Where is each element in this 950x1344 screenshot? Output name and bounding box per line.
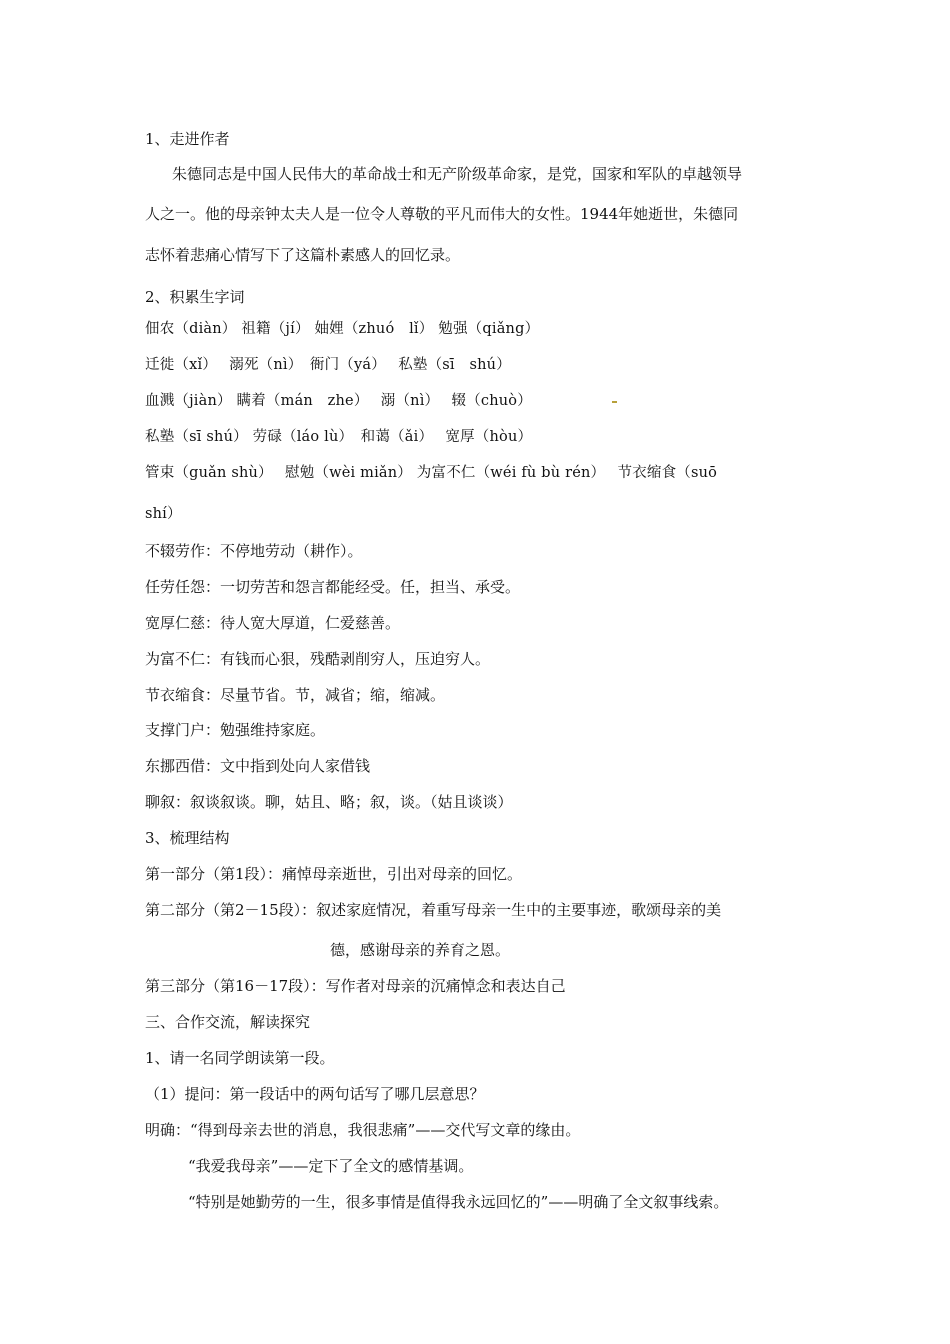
vocab-line: 佃农（diàn） 祖籍（jí） 妯娌（zhuó lǐ） 勉强（qiǎng） xyxy=(145,321,540,337)
author-paragraph-line: 志怀着悲痛心情写下了这篇朴素感人的回忆录。 xyxy=(145,246,461,264)
ink-mark xyxy=(612,401,617,403)
discussion-line: 1、请一名同学朗读第一段。 xyxy=(145,1049,335,1067)
section-heading-author: 1、走进作者 xyxy=(145,130,230,148)
vocab-line: shí） xyxy=(145,506,182,522)
discussion-line: “特别是她勤劳的一生，很多事情是值得我永远回忆的”——明确了全文叙事线索。 xyxy=(188,1193,729,1211)
discussion-line: （1）提问：第一段话中的两句话写了哪几层意思？ xyxy=(145,1085,485,1103)
discussion-line: 明确：“得到母亲去世的消息，我很悲痛”——交代写文章的缘由。 xyxy=(145,1121,581,1139)
definition-line: 节衣缩食：尽量节省。节，减省；缩，缩减。 xyxy=(145,686,446,704)
structure-line: 德，感谢母亲的养育之恩。 xyxy=(330,941,511,959)
definition-line: 为富不仁：有钱而心狠，残酷剥削穷人，压迫穷人。 xyxy=(145,650,491,668)
vocab-line: 管束（guǎn shù） 慰勉（wèi miǎn） 为富不仁（wéi fù bù rén） 节衣缩食（suō xyxy=(145,465,718,481)
definition-line: 聊叙：叙谈叙谈。聊，姑且、略；叙，谈。（姑且谈谈） xyxy=(145,793,513,811)
definition-line: 支撑门户：勉强维持家庭。 xyxy=(145,721,326,739)
definition-line: 东挪西借：文中指到处向人家借钱 xyxy=(145,757,371,775)
structure-line: 第二部分（第2－15段）：叙述家庭情况，着重写母亲一生中的主要事迹，歌颂母亲的美 xyxy=(145,901,722,919)
author-paragraph-line: 朱德同志是中国人民伟大的革命战士和无产阶级革命家，是党，国家和军队的卓越领导 xyxy=(172,165,743,183)
author-paragraph-line: 人之一。他的母亲钟太夫人是一位令人尊敬的平凡而伟大的女性。1944年她逝世，朱德同 xyxy=(145,205,739,223)
vocab-line: 迁徙（xǐ） 溺死（nì） 衙门（yá） 私塾（sī shú） xyxy=(145,357,511,373)
structure-line: 第三部分（第16－17段）：写作者对母亲的沉痛悼念和表达自己 xyxy=(145,977,566,995)
section-heading-structure: 3、梳理结构 xyxy=(145,829,230,847)
vocab-line: 私塾（sī shú） 劳碌（láo lù） 和蔼（ǎi） 宽厚（hòu） xyxy=(145,429,533,445)
definition-line: 任劳任怨：一切劳苦和怨言都能经受。任，担当、承受。 xyxy=(145,578,521,596)
section-heading-discussion: 三、合作交流，解读探究 xyxy=(145,1013,311,1031)
discussion-line: “我爱我母亲”——定下了全文的感情基调。 xyxy=(188,1157,474,1175)
structure-line: 第一部分（第1段）：痛悼母亲逝世，引出对母亲的回忆。 xyxy=(145,865,523,883)
definition-line: 宽厚仁慈：待人宽大厚道，仁爱慈善。 xyxy=(145,614,401,632)
definition-line: 不辍劳作：不停地劳动（耕作）。 xyxy=(145,542,363,560)
section-heading-vocabulary: 2、积累生字词 xyxy=(145,288,245,306)
vocab-line: 血溅（jiàn） 瞒着（mán zhe） 溺（nì） 辍（chuò） xyxy=(145,393,532,409)
